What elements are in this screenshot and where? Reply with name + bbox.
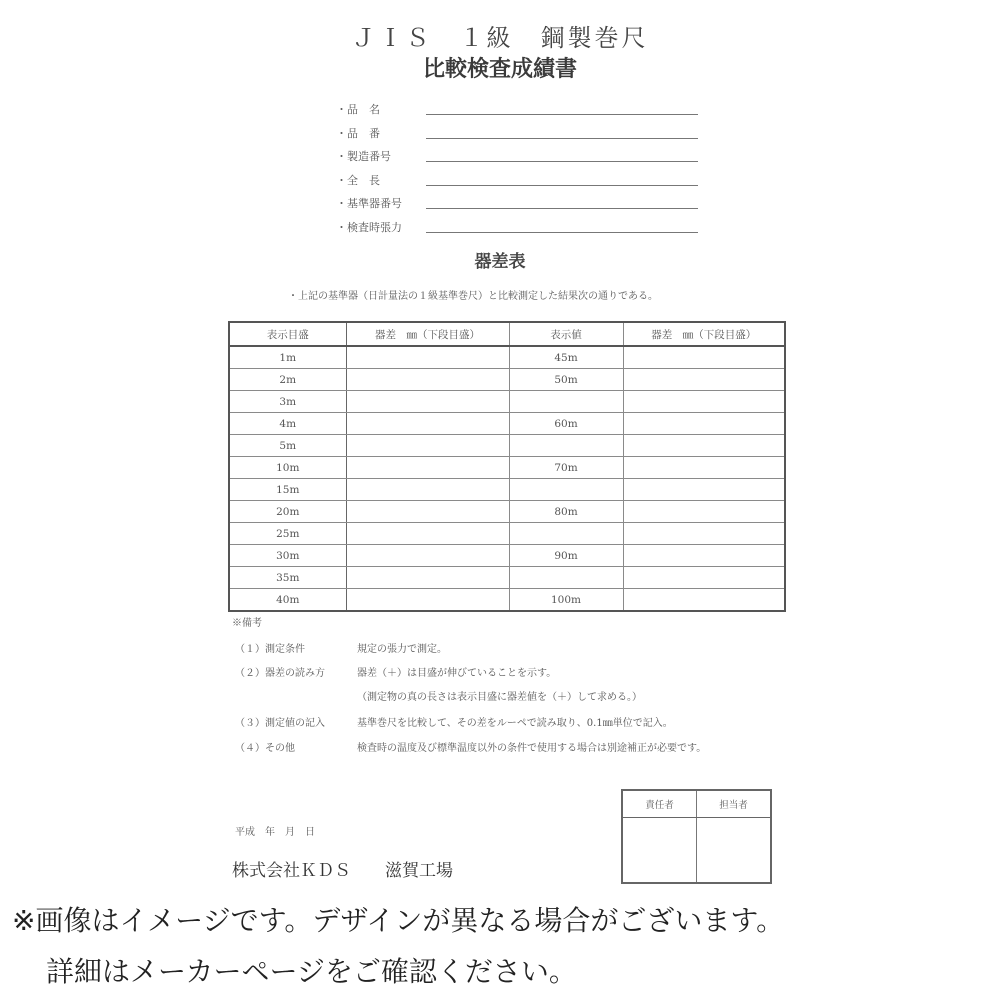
column-header: 器差 ㎜（下段目盛） (623, 322, 785, 346)
signature-header: 責任者 (622, 790, 697, 818)
remark-text: 検査時の温度及び標準温度以外の条件で使用する場合は別途補正が必要です。 (357, 743, 707, 754)
display-value-cell (509, 435, 623, 457)
scale-mark-cell: 1m (229, 346, 346, 369)
display-value-cell: 70m (509, 457, 623, 479)
table-row (229, 589, 785, 612)
display-value-cell: 100m (509, 589, 623, 612)
error-value-cell (346, 413, 509, 435)
remark-key: （２）器差の読み方 (235, 668, 325, 679)
column-header: 表示目盛 (229, 322, 346, 346)
info-field-total-length (336, 168, 698, 192)
display-value-cell: 80m (509, 501, 623, 523)
error-value-cell (346, 501, 509, 523)
table-row (229, 457, 785, 479)
info-label: ・基準器番号 (336, 197, 402, 210)
error-value-cell (623, 501, 785, 523)
error-value-cell (346, 523, 509, 545)
info-field-serial-number (336, 144, 698, 168)
error-value-cell (623, 457, 785, 479)
signature-box (621, 789, 772, 884)
scale-mark-cell: 2m (229, 369, 346, 391)
scale-mark-cell: 3m (229, 391, 346, 413)
display-value-cell (509, 479, 623, 501)
remark-key: （４）その他 (235, 743, 295, 754)
error-value-cell (346, 457, 509, 479)
display-value-cell: 60m (509, 413, 623, 435)
error-value-cell (623, 523, 785, 545)
blank-line (426, 232, 698, 233)
scale-mark-cell: 15m (229, 479, 346, 501)
blank-line (426, 185, 698, 186)
blank-line (426, 208, 698, 209)
display-value-cell (509, 567, 623, 589)
error-table-title: 器差表 (474, 252, 526, 272)
remark-text: 規定の張力で測定。 (357, 644, 447, 655)
column-header: 表示値 (509, 322, 623, 346)
remark-text: （測定物の真の長さは表示目盛に器差値を（＋）して求める。） (357, 692, 642, 703)
error-value-cell (346, 346, 509, 369)
remark-text: 器差（＋）は目盛が伸びていることを示す。 (357, 668, 557, 679)
scale-mark-cell: 30m (229, 545, 346, 567)
blank-line (426, 138, 698, 139)
error-value-cell (623, 567, 785, 589)
error-value-cell (346, 435, 509, 457)
scale-mark-cell: 20m (229, 501, 346, 523)
table-row (229, 346, 785, 369)
error-value-cell (623, 435, 785, 457)
error-table-note: ・上記の基準器（日計量法の１級基準巻尺）と比較測定した結果次の通りである。 (288, 291, 658, 302)
error-value-cell (623, 391, 785, 413)
scale-mark-cell: 5m (229, 435, 346, 457)
blank-line (426, 114, 698, 115)
table-row (229, 369, 785, 391)
table-row (229, 567, 785, 589)
table-row (229, 391, 785, 413)
blank-line (426, 161, 698, 162)
error-value-cell (346, 545, 509, 567)
remark-key: （３）測定値の記入 (235, 718, 325, 729)
table-row (229, 545, 785, 567)
details-notice: 詳細はメーカーページをご確認ください。 (46, 955, 577, 988)
info-label: ・検査時張力 (336, 220, 402, 234)
info-label: ・製造番号 (336, 150, 391, 163)
error-table (228, 321, 786, 612)
table-row (229, 479, 785, 501)
column-header: 器差 ㎜（下段目盛） (346, 322, 509, 346)
display-value-cell (509, 391, 623, 413)
scale-mark-cell: 35m (229, 567, 346, 589)
remark-key: （１）測定条件 (235, 644, 305, 655)
document-title: ＪＩＳ １級 鋼製巻尺 (351, 24, 649, 52)
error-value-cell (346, 589, 509, 612)
document-subtitle: 比較検査成績書 (422, 56, 577, 82)
table-row (229, 435, 785, 457)
info-field-product-number (336, 121, 698, 145)
display-value-cell: 50m (509, 369, 623, 391)
info-field-reference-number (336, 191, 698, 215)
signature-header: 担当者 (697, 790, 772, 818)
scale-mark-cell: 10m (229, 457, 346, 479)
table-row (229, 501, 785, 523)
display-value-cell (509, 523, 623, 545)
company-name: 株式会社ＫＤＳ 滋賀工場 (232, 861, 453, 881)
scale-mark-cell: 40m (229, 589, 346, 612)
error-value-cell (623, 589, 785, 612)
error-value-cell (623, 413, 785, 435)
scale-mark-cell: 25m (229, 523, 346, 545)
display-value-cell: 45m (509, 346, 623, 369)
display-value-cell: 90m (509, 545, 623, 567)
info-field-product-name (336, 97, 698, 121)
remark-text: 基準巻尺を比較して、その差をルーペで読み取り、0.1㎜単位で記入。 (357, 718, 673, 729)
table-row (229, 523, 785, 545)
error-value-cell (623, 545, 785, 567)
scale-mark-cell: 4m (229, 413, 346, 435)
info-field-tension (336, 215, 698, 239)
date-line: 平成 年 月 日 (235, 827, 315, 838)
info-fields (336, 97, 698, 238)
remarks-title: ※備考 (232, 618, 262, 629)
image-notice: ※画像はイメージです。デザインが異なる場合がございます。 (12, 904, 785, 937)
error-value-cell (346, 479, 509, 501)
info-label: ・品 番 (336, 126, 380, 140)
info-label: ・全 長 (336, 173, 380, 187)
error-value-cell (623, 369, 785, 391)
signature-cell (697, 818, 772, 884)
error-value-cell (346, 567, 509, 589)
error-value-cell (623, 479, 785, 501)
error-value-cell (346, 369, 509, 391)
info-label: ・品 名 (336, 103, 380, 116)
signature-cell (622, 818, 697, 884)
error-value-cell (346, 391, 509, 413)
table-row (229, 413, 785, 435)
error-table-header (229, 322, 785, 346)
error-value-cell (623, 346, 785, 369)
